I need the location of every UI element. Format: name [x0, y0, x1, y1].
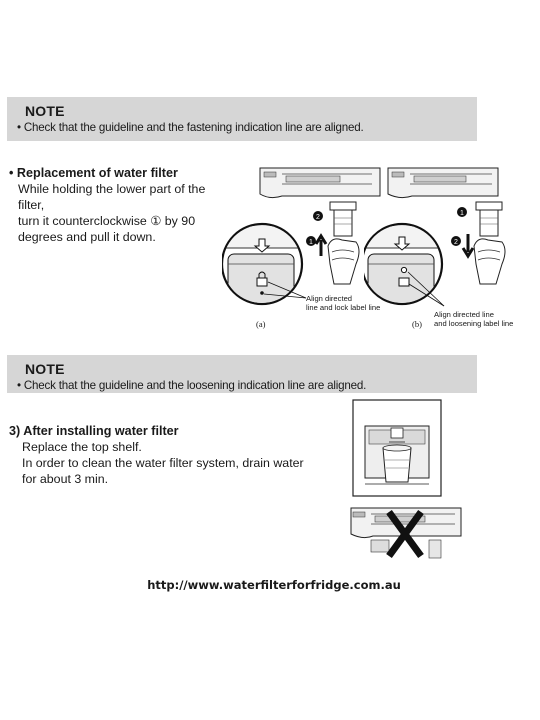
loosen-indicator-icon: [401, 267, 406, 272]
replacement-title: • Replacement of water filter: [9, 166, 178, 180]
callout-loosen-alignment: [434, 310, 513, 328]
callout-line: and loosening label line: [434, 319, 514, 328]
website-url[interactable]: http://www.waterfilterforfridge.com.au: [147, 578, 401, 592]
step-2-number: 2: [316, 214, 320, 221]
figure-label-a: (a): [256, 319, 266, 329]
figure-label-b: (b): [412, 319, 422, 329]
callout-line: line and lock label line: [306, 303, 381, 312]
note-title: NOTE: [25, 361, 65, 377]
note-text: • Check that the guideline and the loosening indication line are aligned.: [17, 379, 367, 392]
replacement-line: turn it counterclockwise ① by 90: [18, 214, 196, 228]
shelf-warning-figure: [345, 504, 465, 562]
figure-loosen-position: [364, 160, 536, 332]
dispenser-figure: [351, 398, 443, 498]
after-install-line: In order to clean the water filter system, drain water: [22, 456, 304, 470]
replacement-section: [9, 166, 224, 245]
after-install-title: 3) After installing water filter: [9, 424, 179, 438]
after-install-line: for about 3 min.: [22, 472, 109, 486]
filter-loosen-illustration: [364, 160, 536, 332]
after-install-line: Replace the top shelf.: [22, 440, 142, 454]
figure-lock-position: [222, 160, 382, 332]
lock-icon: [257, 278, 267, 286]
step-1-number: 1: [309, 239, 313, 246]
arrow-down-icon: [463, 234, 473, 256]
unlock-icon: [399, 278, 409, 286]
replacement-body: [18, 181, 224, 245]
replacement-line: While holding the lower part of the filter,: [18, 182, 206, 212]
after-install-body: [22, 439, 339, 487]
after-install-section: [9, 424, 339, 487]
shelf-illustration: [345, 504, 465, 562]
dispenser-illustration: [351, 398, 443, 498]
step-1-number: 1: [460, 210, 464, 217]
callout-line: Align directed: [306, 294, 353, 303]
note-title: NOTE: [25, 103, 65, 119]
note-box-fastening: [7, 97, 477, 141]
note-box-loosening: [7, 355, 477, 393]
callout-line: Align directed line: [434, 310, 494, 319]
arrow-up-icon: [316, 236, 326, 256]
step-2-number: 2: [454, 239, 458, 246]
replacement-line: degrees and pull it down.: [18, 230, 156, 244]
note-text: • Check that the guideline and the fastening indication line are aligned.: [17, 121, 364, 134]
